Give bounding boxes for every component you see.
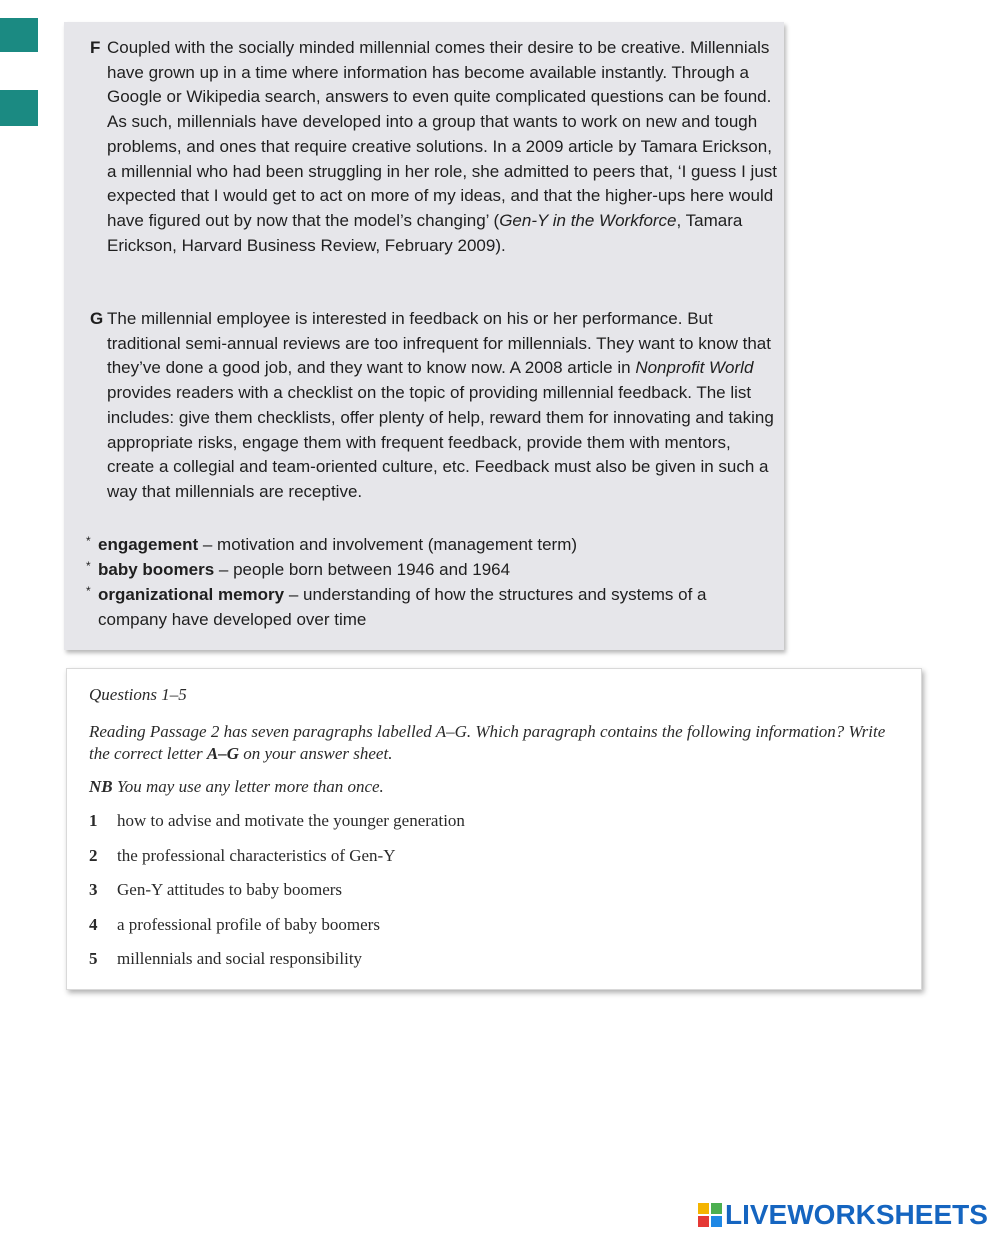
logo-text: LIVEWORKSHEETS: [725, 1199, 988, 1230]
question-item: [89, 915, 889, 950]
question-number: 5: [89, 949, 98, 968]
glossary-term: engagement: [98, 535, 199, 554]
paragraph-letter: F: [90, 38, 101, 57]
questions-instructions: [89, 721, 889, 765]
question-number: 1: [89, 811, 98, 830]
footnote-star: *: [86, 559, 91, 573]
section-tab-marker-bottom: [0, 90, 38, 126]
question-text: the professional characteristics of Gen-Y: [117, 845, 396, 865]
question-item: [89, 949, 889, 984]
question-item: [89, 811, 889, 846]
reading-passage-box: [64, 22, 784, 650]
paragraph-g: [90, 307, 780, 505]
citation-rest: , Tamara Erickson, Harvard Business Review, February 2009).: [107, 210, 743, 255]
paragraph-f: [90, 36, 780, 258]
nb-label: NB: [89, 777, 113, 796]
questions-box: [66, 668, 922, 990]
question-list: [89, 811, 889, 984]
footnote-star: *: [86, 534, 91, 548]
glossary-term: baby boomers: [98, 560, 215, 579]
glossary-item: [86, 532, 776, 557]
glossary-item: [86, 557, 776, 582]
instruction-letter-range: A–G: [206, 744, 239, 763]
question-text: how to advise and motivate the younger generation: [117, 811, 465, 830]
instruction-text-start: Reading Passage 2 has seven paragraphs labelled A–G. Which paragraph contains the following information? Write the correct letter: [89, 722, 886, 763]
glossary-definition: – motivation and involvement (management term): [198, 535, 578, 554]
question-number: 3: [89, 880, 98, 899]
nb-text: You may use any letter more than once.: [112, 777, 384, 796]
question-text: Gen-Y attitudes to baby boomers: [117, 880, 343, 899]
paragraph-f-body: Coupled with the socially minded millennial comes their desire to be creative. Millennials have grown up in a time where information has become available instantly. Through a Google or Wikipedia search, answers to even quite complicated questions can be found. As such, millennials have developed into a group that wants to work on new and tough problems, and ones that require creative solutions. In a 2009 article by Tamara Erickson, a millennial who had been struggling in her role, she admitted to peers that, ‘I guess I just expected that I would get to act on more of my ideas, and that the higher-ups here would have figured out by now that the model’s changing’ (: [107, 38, 777, 230]
paragraph-text: [107, 307, 780, 505]
publication-title: Nonprofit World: [635, 358, 754, 378]
paragraph-text: [107, 36, 780, 258]
citation-title: Gen-Y in the Workforce: [499, 210, 677, 230]
paragraph-letter: G: [90, 309, 104, 328]
glossary-definition: – people born between 1946 and 1964: [214, 560, 511, 579]
liveworksheets-logo-icon: [698, 1203, 722, 1227]
glossary: [86, 532, 776, 632]
question-text: a professional profile of baby boomers: [117, 914, 380, 934]
paragraph-g-body-end: provides readers with a checklist on the topic of providing millennial feedback. The list includes: give them checklists, offer plenty of help, reward them for innovating and taking appropriate risks, engage them with frequent feedback, provide them with mentors, create a collegial and team-oriented culture, etc. Feedback must also be given in such a way that millennials are receptive.: [107, 383, 774, 501]
glossary-definition: – understanding of how the structures and systems of a company have developed over time: [98, 585, 707, 629]
question-text: millennials and social responsibility: [117, 949, 363, 968]
glossary-item: [86, 582, 776, 632]
questions-title: Questions 1–5: [89, 685, 187, 704]
paragraph-g-body-start: The millennial employee is interested in feedback on his or her performance. But traditional semi-annual reviews are too infrequent for millennials. They want to know that they’ve done a good job, and they want to know now. A 2008 article in: [107, 309, 771, 378]
nota-bene-note: [89, 777, 384, 797]
footnote-star: *: [86, 584, 91, 598]
glossary-term: organizational memory: [98, 585, 285, 604]
question-item: [89, 880, 889, 915]
question-item: [89, 846, 889, 881]
liveworksheets-logo[interactable]: [698, 1198, 988, 1232]
section-tab-marker-top: [0, 18, 38, 52]
question-number: 2: [89, 845, 98, 865]
question-number: 4: [89, 914, 98, 934]
instruction-text-end: on your answer sheet.: [238, 744, 393, 763]
